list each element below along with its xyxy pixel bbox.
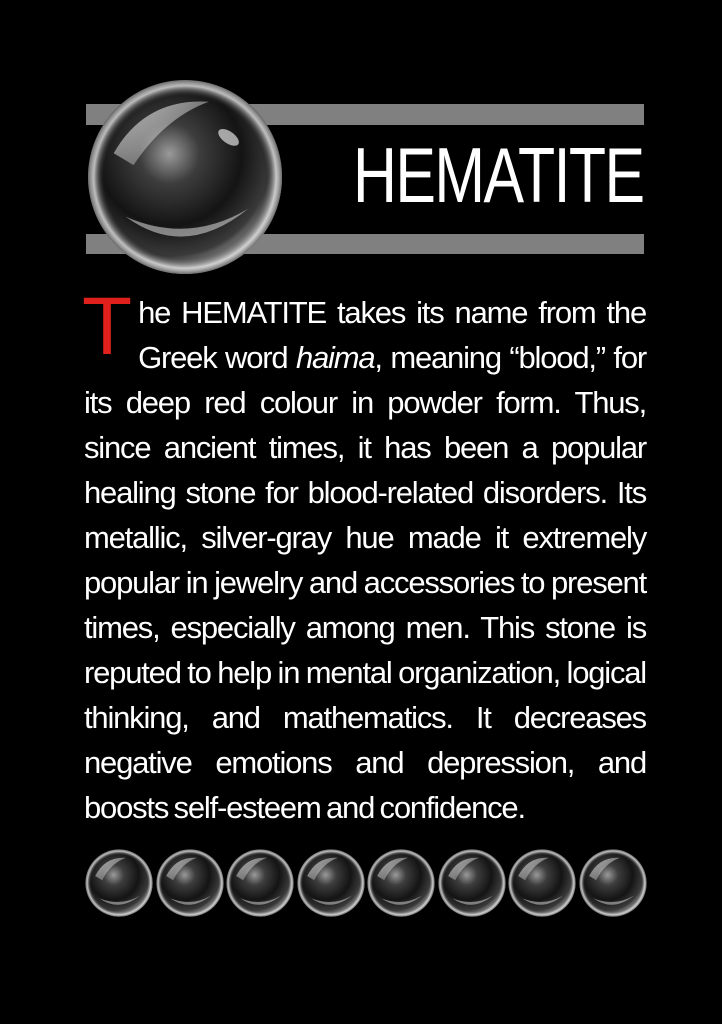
drop-cap-letter: T: [82, 281, 133, 372]
small-sphere-icon: [507, 848, 577, 918]
small-sphere-icon: [578, 848, 648, 918]
small-sphere-icon: [296, 848, 366, 918]
paragraph-text-part1: he HEMATITE takes its name from the Greek word: [138, 295, 646, 375]
small-sphere-icon: [366, 848, 436, 918]
small-sphere-icon: [84, 848, 154, 918]
hematite-sphere-image: [86, 78, 284, 276]
page-title: HEMATITE: [353, 131, 644, 219]
paragraph-text-part2: , meaning “blood,” for its deep red colour in powder form. Thus, since ancient times, it has been a popular healing stone for blood-related disorders. Its metallic, silver-gray hue made it extremely popular in jewelry and accessories to present times, especially among men. This stone is reputed to help in mental organization, logical thinking, and mathematics. It decreases negative emotions and depression, and boosts self-esteem and confidence.: [84, 340, 646, 825]
small-sphere-icon: [225, 848, 295, 918]
decorative-sphere-row: [84, 848, 648, 918]
small-sphere-icon: [155, 848, 225, 918]
paragraph-italic-word: haima: [295, 340, 375, 375]
description-paragraph: [82, 281, 646, 830]
small-sphere-icon: [437, 848, 507, 918]
